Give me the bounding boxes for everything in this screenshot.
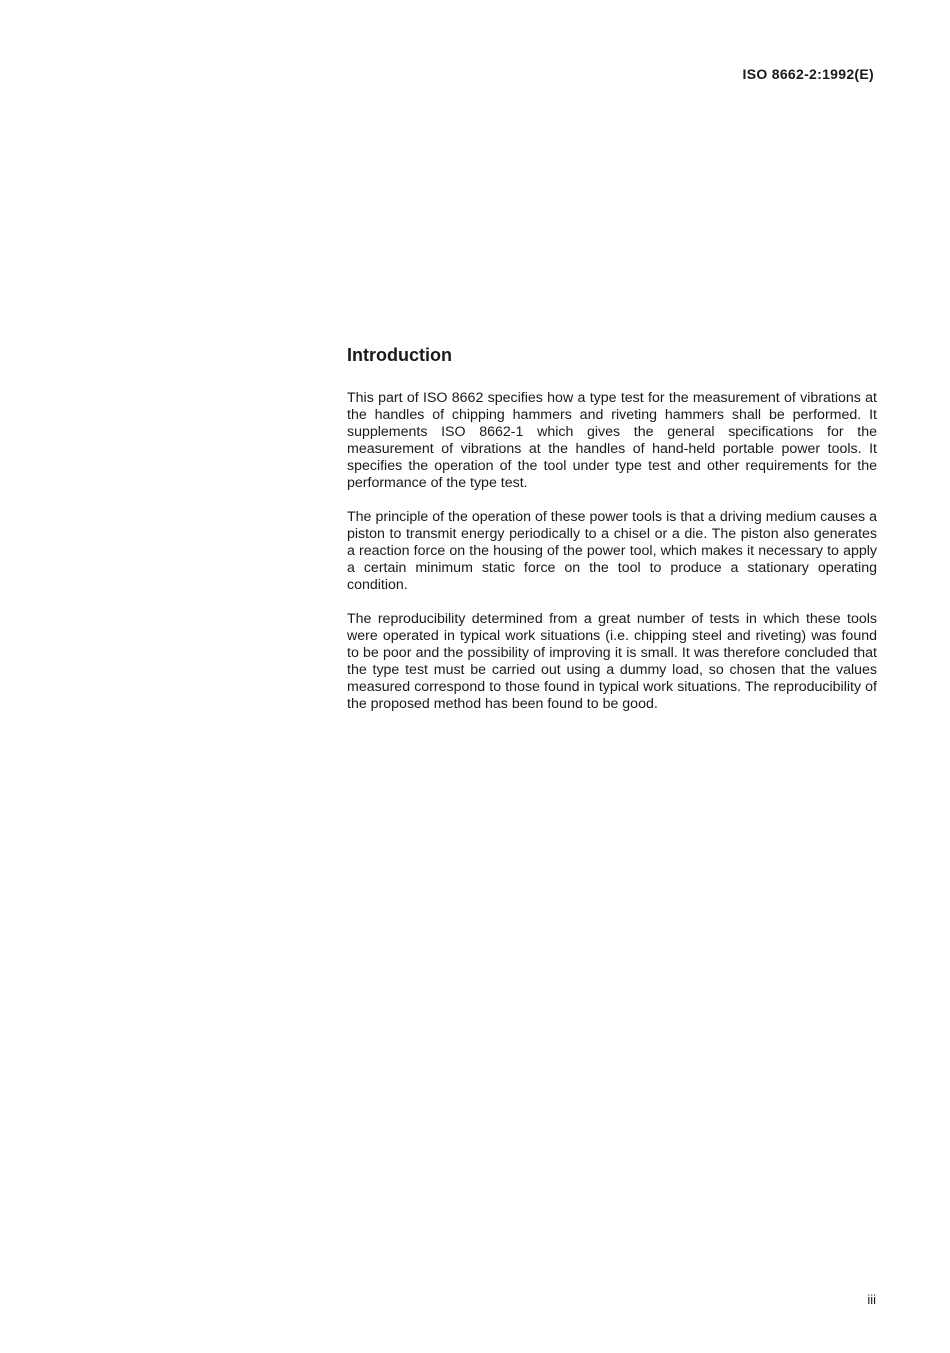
paragraph-scope: This part of ISO 8662 specifies how a type test for the measurement of vibrations at the handles of chipping hammers and riveting hammers shall be performed. It supplements ISO 8662-1 which gives the general specifications for the measurement of vibrations at the handles of hand-held portable power tools. It specifies the operation of the tool under type test and other requirements for the performance of the type test.: [347, 390, 877, 491]
section-title: Introduction: [347, 345, 452, 365]
page-number: iii: [867, 1292, 876, 1307]
document-identifier: ISO 8662-2:1992(E): [742, 66, 874, 82]
paragraph-reproducibility: The reproducibility determined from a great number of tests in which these tools were operated in typical work situations (i.e. chipping steel and riveting) was found to be poor and the possibility of improving it is small. It was therefore concluded that the type test must be carried out using a dummy load, so chosen that the values measured correspond to those found in typical work situations. The reproducibility of the proposed method has been found to be good.: [347, 611, 877, 712]
paragraph-principle: The principle of the operation of these power tools is that a driving medium causes a piston to transmit energy periodically to a chisel or a die. The piston also generates a reaction force on the housing of the power tool, which makes it necessary to apply a certain minimum static force on the tool to produce a stationary operating condition.: [347, 509, 877, 593]
introduction-section: [347, 345, 877, 730]
